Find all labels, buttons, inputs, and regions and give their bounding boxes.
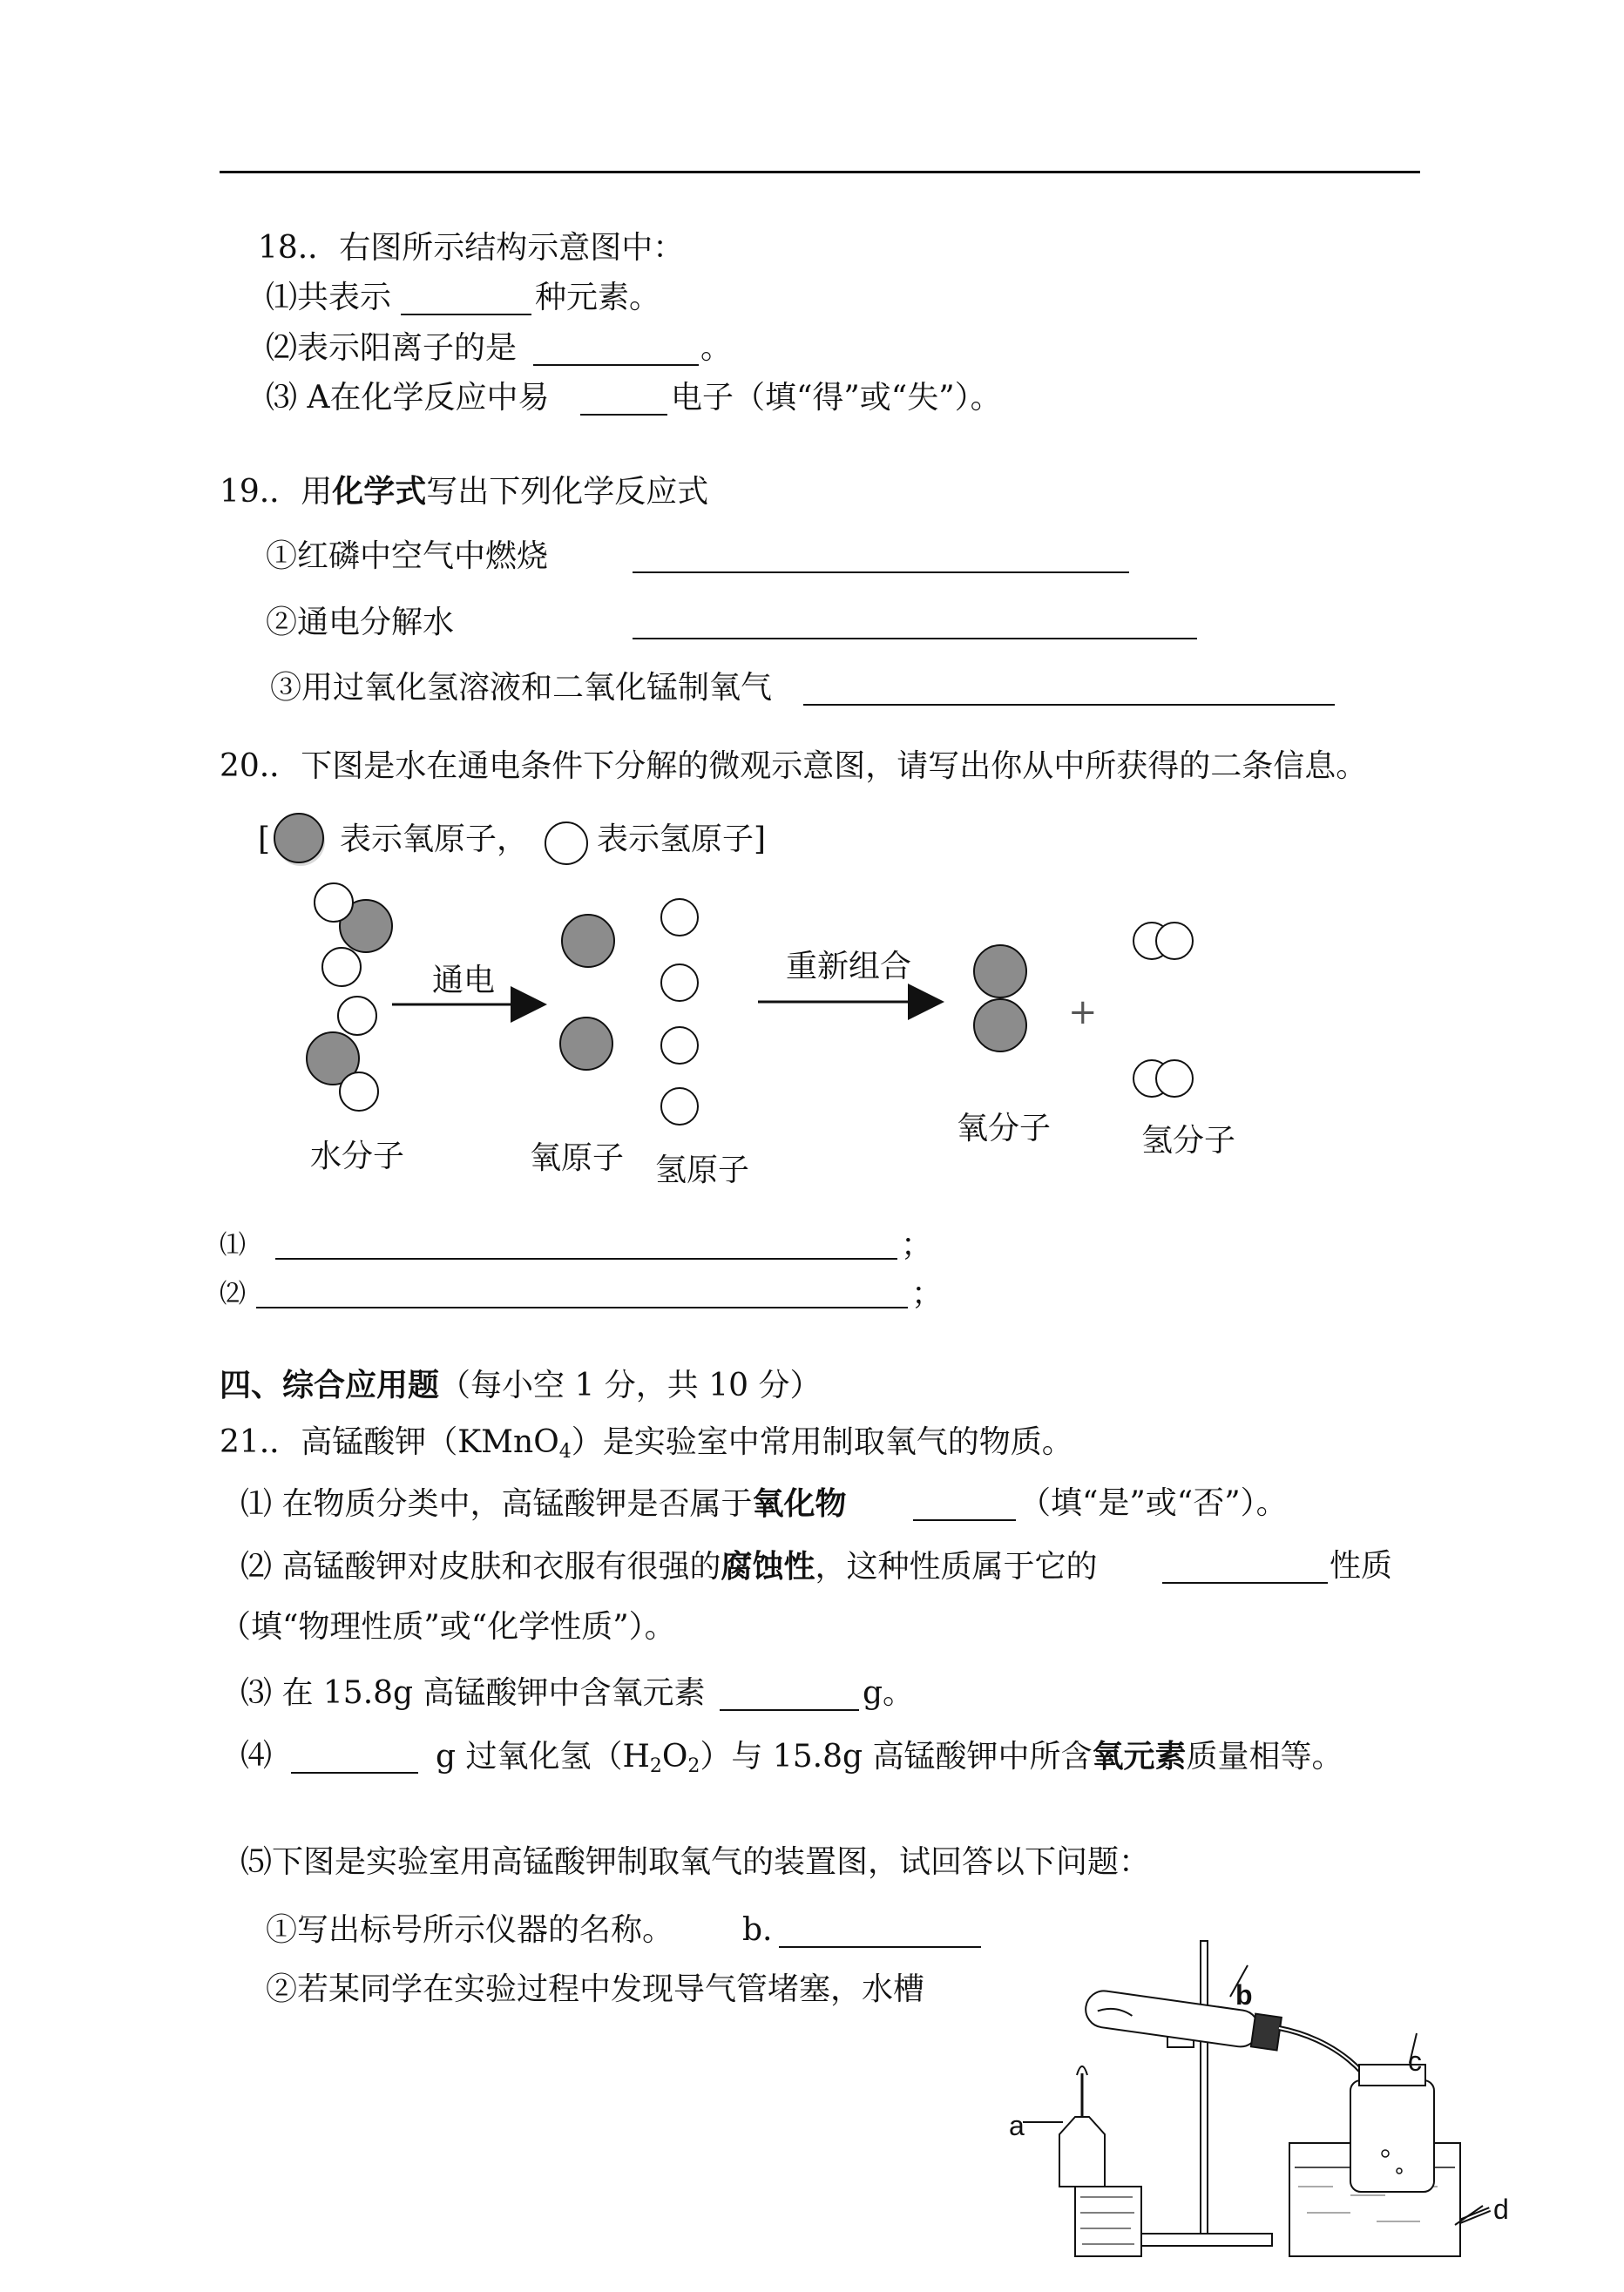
q20-legend-open: [ [258,821,271,857]
q21-blank1[interactable] [913,1519,1016,1521]
q20-legend-oxygen: 表示氧原子， [340,821,529,857]
q21-part4-a: ⑷ [240,1738,273,1774]
q21-part1-bold: 氧化物 [752,1485,847,1522]
oxygen-atom [560,1018,612,1070]
q19-title [220,474,708,510]
q21-part4-mid: O [661,1739,688,1775]
q21-part4-bold: 氧元素 [1092,1738,1187,1775]
hydrogen-atom [661,1088,698,1125]
label-hydrogen-molecule: 氢分子 [1141,1123,1236,1159]
q20-title: 20.．下图是水在通电条件下分解的微观示意图，请写出你从中所获得的二条信息。 [220,748,1368,784]
hydrogen-atom [661,899,698,936]
q21-title-a: 21.．高锰酸钾（KMnO [220,1424,559,1460]
q21-blank4[interactable] [291,1772,418,1774]
q19-blank1[interactable] [633,571,1129,573]
q21-part5-item1-b: b. [742,1912,773,1948]
apparatus-label-a: a [1009,2110,1025,2141]
oxygen-atom-icon [270,810,331,868]
q21-title [220,1424,1073,1463]
apparatus-label-d: d [1493,2194,1509,2225]
q20-blank1[interactable] [275,1258,897,1260]
q20-answer1-semi: ； [901,1227,933,1263]
apparatus-label-c: c [1408,2045,1422,2077]
oxygen-atom [562,915,614,967]
q21-blank5[interactable] [779,1946,981,1948]
q21-part4-sub1: 2 [649,1755,662,1777]
q21-part5-item2: ②若某同学在实验过程中发现导气管堵塞，水槽 [266,1971,925,2007]
label-oxygen-molecule: 氧分子 [957,1111,1052,1146]
q19-title-bold: 化学式 [332,473,427,510]
q18-blank2[interactable] [533,364,699,366]
q21-part2-b: ，这种性质属于它的 [815,1549,1098,1585]
water-electrolysis-diagram [288,871,1246,1185]
arrow1-label: 通电 [432,963,496,998]
hydrogen-molecule-1 [1133,923,1193,959]
q19-title-b: 写出下列化学反应式 [426,474,709,510]
q21-part1-a: ⑴ 在物质分类中，高锰酸钾是否属于 [240,1486,753,1522]
q21-part2 [240,1549,1097,1585]
apparatus-figure [1002,1925,1525,2292]
q18-title: 18.．右图所示结构示意图中： [258,230,685,266]
q21-part2-c: 性质 [1330,1548,1393,1584]
q21-blank3[interactable] [720,1709,859,1711]
hydrogen-atom [661,964,698,1001]
water-molecule-1 [315,883,392,986]
q21-part3-a: ⑶ 在 15.8g 高锰酸钾中含氧元素 [240,1675,706,1711]
q20-answer2-label: ⑵ [220,1279,246,1309]
q19-item1: ①红磷中空气中燃烧 [266,538,549,574]
label-hydrogen-atom: 氢原子 [655,1153,750,1188]
oxygen-molecule [974,945,1026,1051]
q20-answer1-label: ⑴ [220,1230,246,1261]
q18-blank1[interactable] [401,314,531,315]
label-oxygen-atom: 氧原子 [530,1140,625,1176]
q19-blank3[interactable] [803,704,1335,706]
q18-part1-a: ⑴共表示 [266,280,392,315]
q21-part2-bold: 腐蚀性 [721,1548,815,1585]
q20-legend-hydrogen: 表示氢原子] [597,821,767,857]
q21-part1-b: （填“是”或“否”）。 [1019,1485,1288,1521]
q18-part3-a: ⑶ A在化学反应中易 [266,380,550,416]
label-water-molecule: 水分子 [310,1139,405,1174]
q18-part2-a: ⑵表示阳离子的是 [266,330,518,366]
plus-sign: + [1068,992,1098,1032]
header-rule [220,171,1420,173]
hydrogen-atom [661,1027,698,1064]
q21-title-sub: 4 [558,1441,572,1463]
arrow2-label: 重新组合 [786,949,912,984]
hydrogen-atom-icon [542,819,591,868]
q21-part4-sub2: 2 [687,1755,700,1777]
q21-part4-d: 质量相等。 [1186,1739,1343,1775]
q20-blank2[interactable] [256,1307,908,1308]
section4-note: （每小空 1 分，共 10 分） [439,1368,822,1403]
q19-blank2[interactable] [633,638,1197,639]
q21-title-b: ）是实验室中常用制取氧气的物质。 [571,1424,1073,1460]
q21-part1 [240,1486,846,1522]
q21-part2-d: （填“物理性质”或“化学性质”）。 [220,1609,676,1645]
q19-title-a: 19.．用 [220,474,333,510]
q21-part4-c: ）与 15.8g 高锰酸钾中所含 [700,1739,1093,1775]
q18-part1-b: 种元素。 [535,280,661,315]
q18-blank3[interactable] [580,414,667,416]
hydrogen-molecule-2 [1133,1060,1193,1097]
q18-part3-b: 电子（填“得”或“失”）。 [671,380,1002,416]
q21-part4 [436,1739,1343,1775]
section4-title: 四、综合应用题 [220,1367,440,1403]
q20-answer2-semi: ； [911,1276,944,1312]
q21-part3-b: g。 [863,1675,915,1711]
q21-blank2[interactable] [1162,1582,1328,1584]
q21-part5-item1-a: ①写出标号所示仪器的名称。 [266,1912,674,1948]
q21-part5: ⑸下图是实验室用高锰酸钾制取氧气的装置图，试回答以下问题： [240,1844,1151,1880]
section4-heading [220,1368,822,1403]
q21-part4-b: g 过氧化氢（H [436,1739,650,1775]
water-molecule-2 [307,997,378,1111]
q21-part2-a: ⑵ 高锰酸钾对皮肤和衣服有很强的 [240,1549,721,1585]
q19-item3: ③用过氧化氢溶液和二氧化锰制氧气 [270,670,773,706]
apparatus-label-b: b [1235,1979,1253,2011]
q18-part2-b: 。 [700,330,733,366]
q19-item2: ②通电分解水 [266,605,455,640]
